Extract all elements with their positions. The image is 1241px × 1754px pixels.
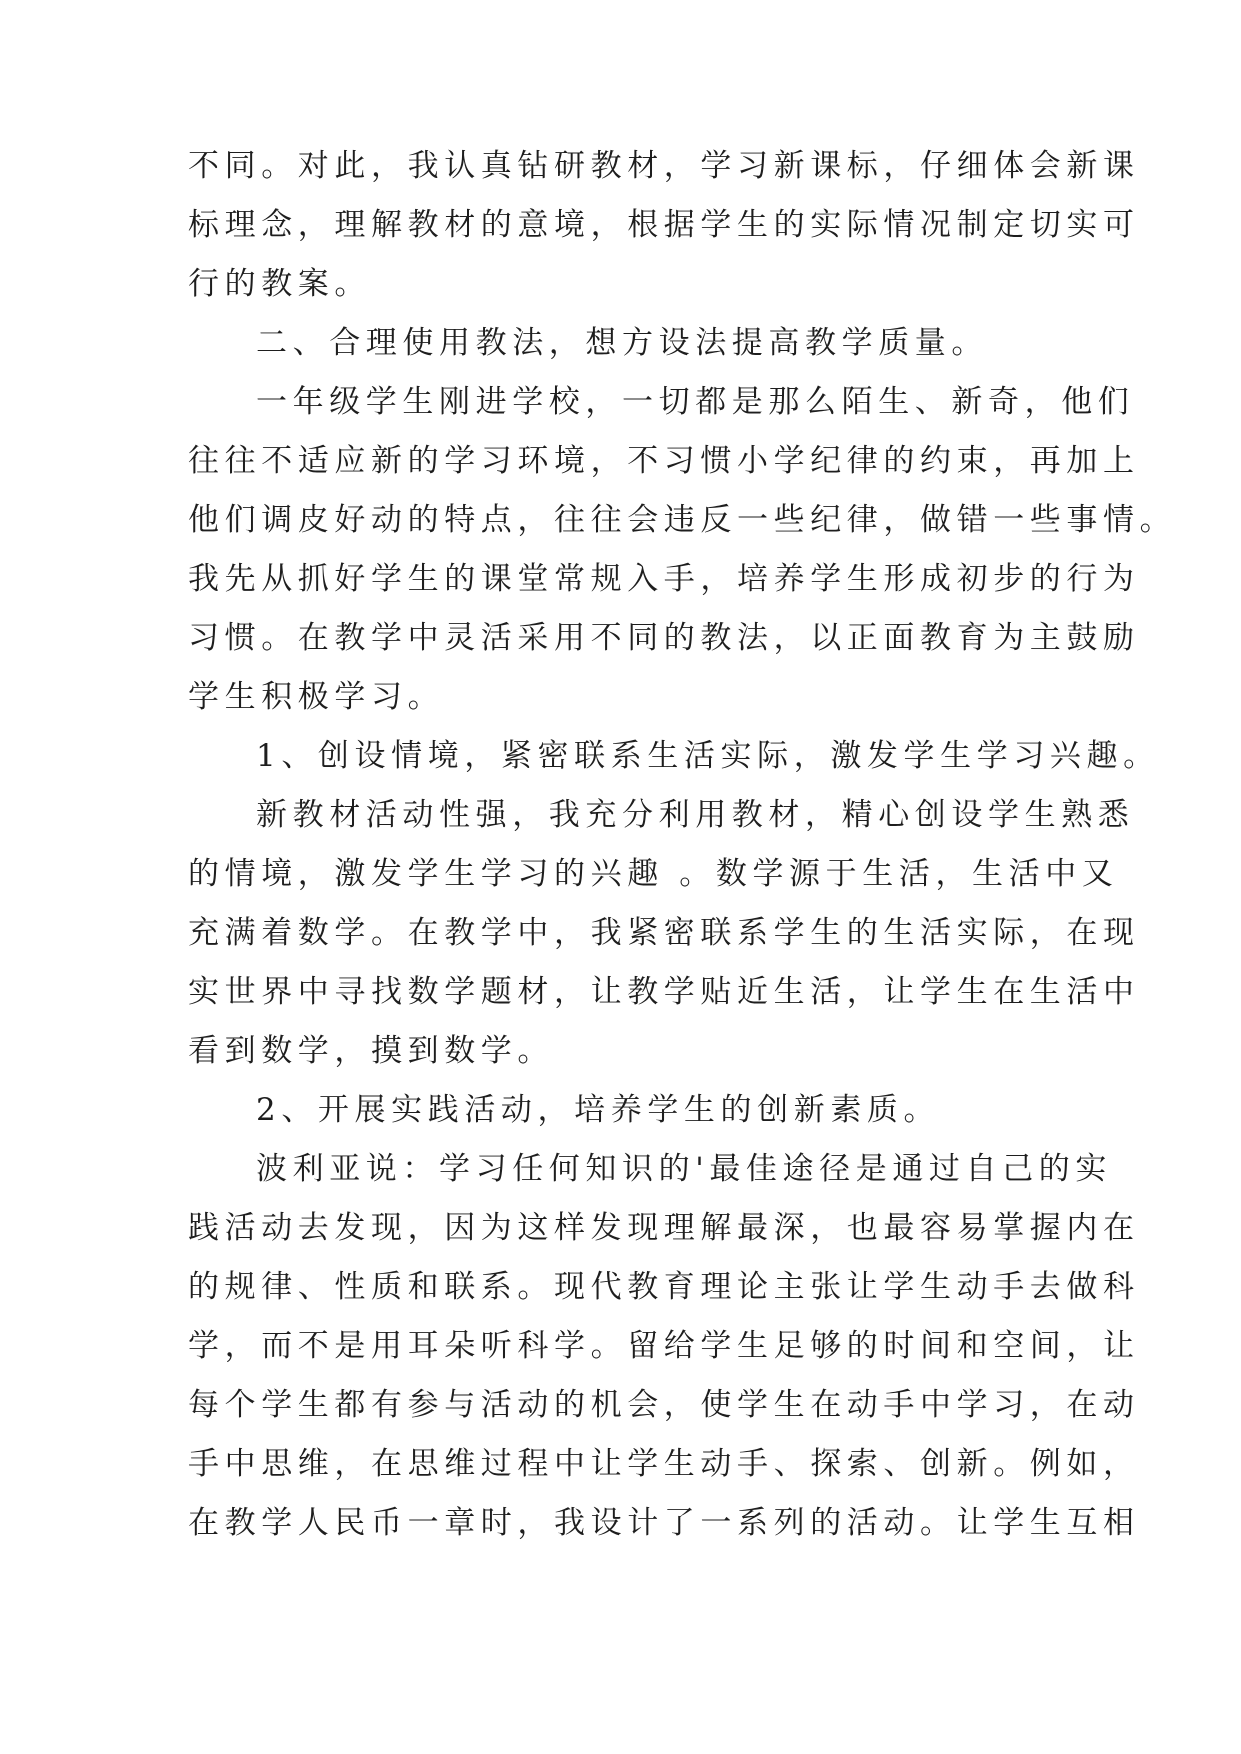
text-line: 新教材活动性强，我充分利用教材，精心创设学生熟悉 bbox=[256, 797, 1135, 833]
text-line: 标理念，理解教材的意境，根据学生的实际情况制定切实可 bbox=[188, 207, 1140, 243]
text-line: 实世界中寻找数学题材，让教学贴近生活，让学生在生活中 bbox=[188, 974, 1140, 1010]
text-line: 我先从抓好学生的课堂常规入手，培养学生形成初步的行为 bbox=[188, 561, 1140, 597]
subsection-heading: 2、开展实践活动，培养学生的创新素质。 bbox=[256, 1092, 941, 1128]
text-line: 习惯。在教学中灵活采用不同的教法，以正面教育为主鼓励 bbox=[188, 620, 1140, 656]
text-line: 行的教案。 bbox=[188, 266, 371, 302]
text-line: 每个学生都有参与活动的机会，使学生在动手中学习，在动 bbox=[188, 1387, 1140, 1423]
text-line: 的规律、性质和联系。现代教育理论主张让学生动手去做科 bbox=[188, 1269, 1140, 1305]
text-line: 的情境，激发学生学习的兴趣 。数学源于生活，生活中又 bbox=[188, 856, 1119, 892]
text-line: 在教学人民币一章时，我设计了一系列的活动。让学生互相 bbox=[188, 1505, 1140, 1541]
text-line: 学，而不是用耳朵听科学。留给学生足够的时间和空间，让 bbox=[188, 1328, 1140, 1364]
text-line: 手中思维，在思维过程中让学生动手、探索、创新。例如， bbox=[188, 1446, 1140, 1482]
text-line: 充满着数学。在教学中，我紧密联系学生的生活实际，在现 bbox=[188, 915, 1140, 951]
text-line: 波利亚说：学习任何知识的'最佳途径是通过自己的实 bbox=[256, 1151, 1112, 1187]
section-heading: 二、合理使用教法，想方设法提高教学质量。 bbox=[256, 325, 988, 361]
text-line: 践活动去发现，因为这样发现理解最深，也最容易掌握内在 bbox=[188, 1210, 1140, 1246]
text-line: 往往不适应新的学习环境，不习惯小学纪律的约束，再加上 bbox=[188, 443, 1140, 479]
text-line: 一年级学生刚进学校，一切都是那么陌生、新奇，他们 bbox=[256, 384, 1135, 420]
text-line: 不同。对此，我认真钻研教材，学习新课标，仔细体会新课 bbox=[188, 148, 1140, 184]
text-line: 他们调皮好动的特点，往往会违反一些纪律，做错一些事情。 bbox=[188, 502, 1177, 538]
subsection-heading: 1、创设情境，紧密联系生活实际，激发学生学习兴趣。 bbox=[256, 738, 1160, 774]
text-line: 看到数学，摸到数学。 bbox=[188, 1033, 554, 1069]
text-line: 学生积极学习。 bbox=[188, 679, 445, 715]
